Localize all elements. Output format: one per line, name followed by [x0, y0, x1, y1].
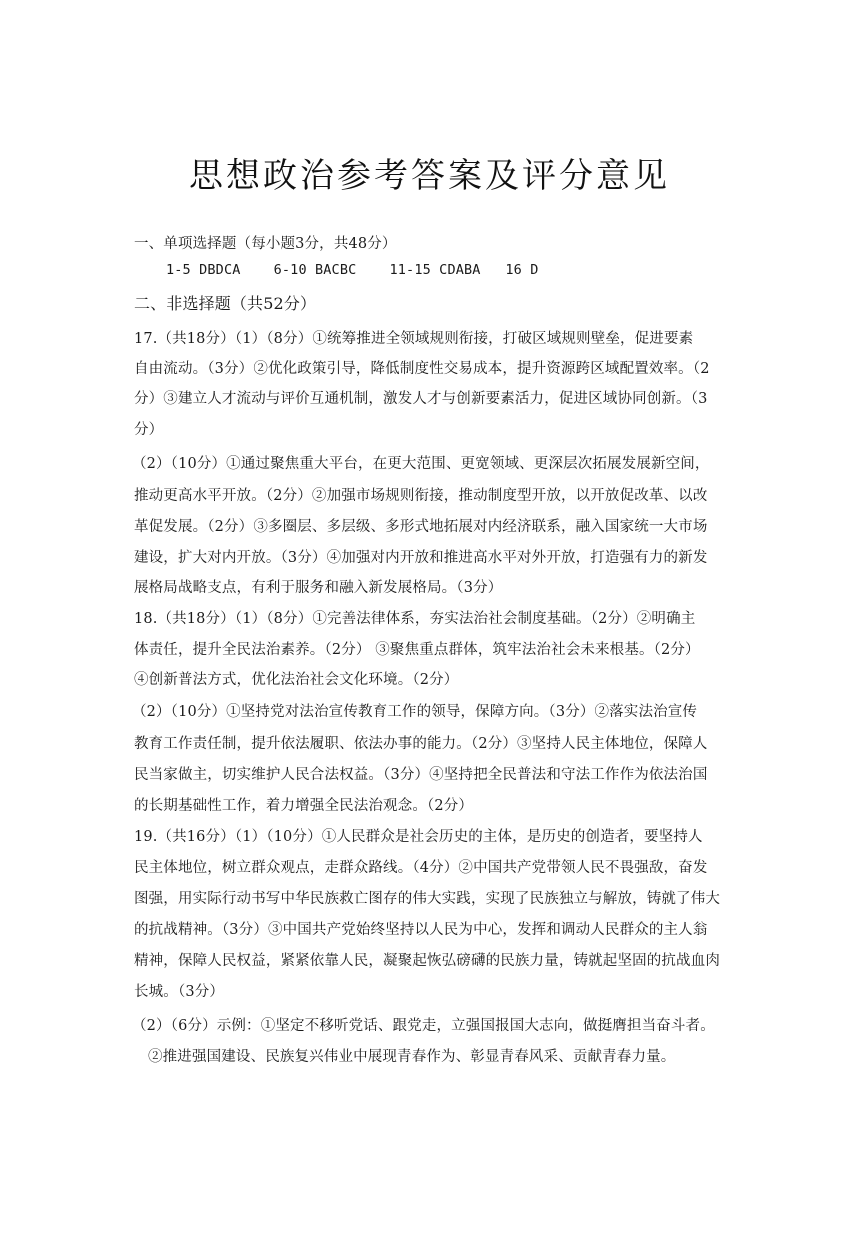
answer-line: 展格局战略支点，有利于服务和融入新发展格局。（3分）	[134, 580, 503, 596]
answer-line: （2）（6分）示例：①坚定不移听党话、跟党走，立强国报国大志向，做挺膺担当奋斗者。	[132, 1018, 715, 1034]
answer-line: 18.（共18分）（1）（8分）①完善法律体系，夯实法治社会制度基础。（2分）②明确主	[134, 611, 696, 627]
answer-line: 建设，扩大对内开放。（3分）④加强对内开放和推进高水平对外开放，打造强有力的新发	[134, 550, 708, 566]
answer-line: 体责任，提升全民法治素养。（2分） ③聚焦重点群体，筑牢法治社会未来根基。（2分）	[134, 642, 700, 658]
answer-line: 分）③建立人才流动与评价互通机制，激发人才与创新要素活力，促进区域协同创新。（3	[134, 391, 708, 407]
answer-line: 图强，用实际行动书写中华民族救亡图存的伟大实践，实现了民族独立与解放，铸就了伟大	[134, 891, 720, 907]
answer-line: 的长期基础性工作，着力增强全民法治观念。（2分）	[134, 798, 474, 814]
answer-line: 长城。（3分）	[134, 984, 225, 1000]
answer-line: ④创新普法方式，优化法治社会文化环境。（2分）	[134, 672, 459, 688]
answer-line: 推动更高水平开放。（2分）②加强市场规则衔接，推动制度型开放，以开放促改革、以改	[134, 488, 708, 504]
answer-line: 17.（共18分）（1）（8分）①统筹推进全领域规则衔接，打破区域规则壁垒，促进要素	[134, 331, 694, 347]
document-title: 思想政治参考答案及评分意见	[189, 156, 670, 196]
answer-line: 分）	[134, 422, 164, 438]
answer-line: 民当家做主，切实维护人民合法权益。（3分）④坚持把全民普法和守法工作作为依法治国	[134, 767, 708, 783]
section2-heading: 二、非选择题（共52分）	[134, 294, 317, 313]
answer-line: 革促发展。（2分）③多圈层、多层级、多形式地拓展对内经济联系，融入国家统一大市场	[134, 519, 708, 535]
answer-line: 的抗战精神。（3分）③中国共产党始终坚持以人民为中心，发挥和调动人民群众的主人翁	[134, 922, 708, 938]
answer-line: 教育工作责任制，提升依法履职、依法办事的能力。（2分）③坚持人民主体地位，保障人	[134, 736, 708, 752]
answer-line: （2）（10分）①坚持党对法治宣传教育工作的领导，保障方向。（3分）②落实法治宣传	[132, 704, 698, 720]
answer-line: 自由流动。（3分）②优化政策引导，降低制度性交易成本，提升资源跨区域配置效率。（2	[134, 361, 710, 377]
section1-heading: 一、单项选择题（每小题3分，共48分）	[134, 236, 397, 252]
answer-line: 精神，保障人民权益，紧紧依靠人民，凝聚起恢弘磅礴的民族力量，铸就起坚固的抗战血肉	[134, 953, 720, 969]
section1-answers: 1-5 DBDCA 6-10 BACBC 11-15 CDABA 16 D	[166, 262, 539, 278]
answer-line: （2）（10分）①通过聚焦重大平台，在更大范围、更宽领域、更深层次拓展发展新空间，	[132, 456, 710, 472]
answer-line: 19.（共16分）（1）（10分）①人民群众是社会历史的主体，是历史的创造者，要坚持人	[134, 829, 703, 845]
answer-line: 民主体地位，树立群众观点，走群众路线。（4分）②中国共产党带领人民不畏强敌，奋发	[134, 860, 708, 876]
answer-line: ②推进强国建设、民族复兴伟业中展现青春作为、彰显青春风采、贡献青春力量。	[148, 1049, 676, 1065]
